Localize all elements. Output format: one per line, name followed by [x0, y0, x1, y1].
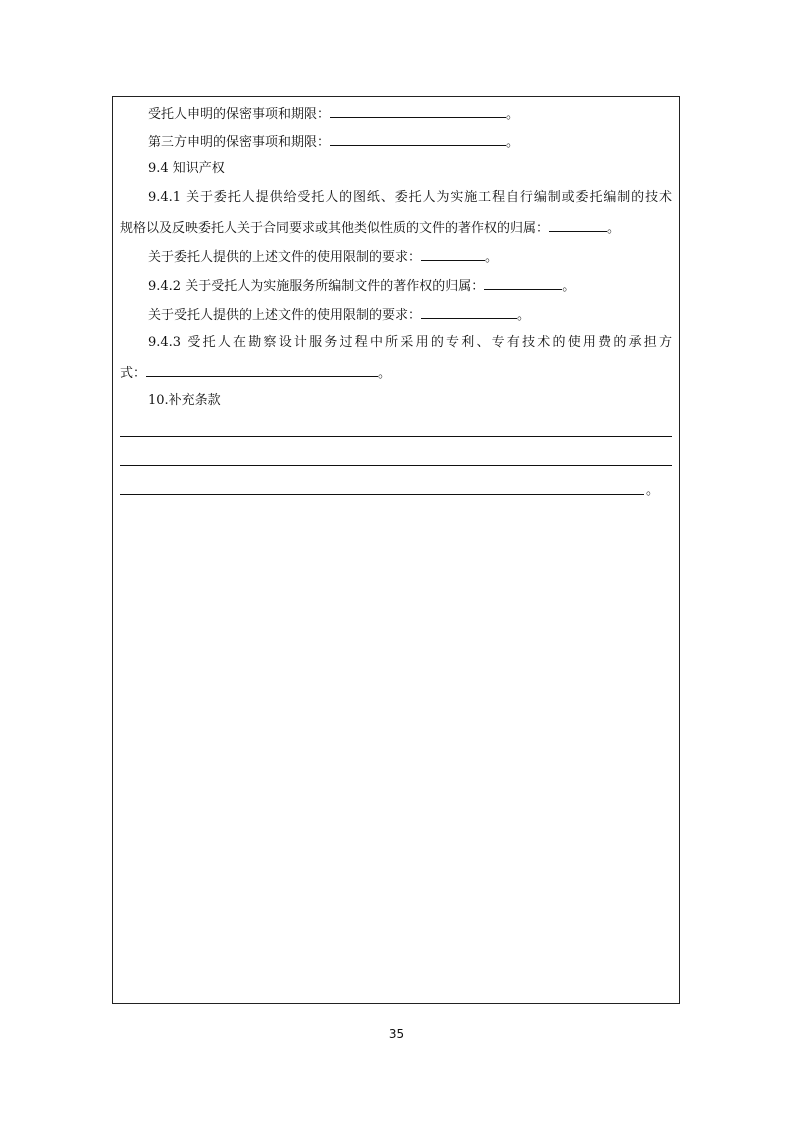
- clause-9-4-2-line: [148, 276, 575, 296]
- supplementary-blank-line-3[interactable]: [120, 494, 644, 495]
- section-heading-ip: [148, 160, 225, 178]
- period: 。: [517, 308, 531, 323]
- section-heading-supplementary: [148, 392, 221, 410]
- usage-restriction-client-label: 关于委托人提供的上述文件的使用限制的要求：: [148, 250, 422, 265]
- clause-9-4-1-line2: [120, 218, 620, 238]
- clause-9-4-1-label: 规格以及反映委托人关于合同要求或其他类似性质的文件的著作权的归属：: [120, 221, 550, 236]
- usage-restriction-client-blank[interactable]: [421, 247, 485, 261]
- period: 。: [506, 135, 520, 150]
- clause-9-4-3-text-line1: 9.4.3 受托人在勘察设计服务过程中所采用的专利、专有技术的使用费的承担方: [148, 335, 672, 350]
- period: 。: [607, 221, 621, 236]
- confidentiality-third-party-line: [148, 132, 519, 152]
- page-number: 35: [388, 1027, 405, 1041]
- usage-restriction-trustee-label: 关于受托人提供的上述文件的使用限制的要求：: [148, 308, 422, 323]
- clause-9-4-3-line2: [120, 363, 391, 383]
- section-heading-supplementary-text: 10.补充条款: [148, 393, 221, 408]
- confidentiality-trustee-line: [148, 104, 519, 124]
- usage-restriction-trustee-line: [148, 305, 530, 325]
- period: 。: [378, 366, 392, 381]
- confidentiality-third-party-label: 第三方申明的保密事项和期限：: [148, 135, 331, 150]
- confidentiality-trustee-blank[interactable]: [330, 104, 506, 118]
- clause-9-4-1-text-line1: 9.4.1 关于委托人提供给受托人的图纸、委托人为实施工程自行编制或委托编制的技术: [148, 190, 672, 205]
- period: 。: [506, 107, 520, 122]
- clause-9-4-3-blank[interactable]: [146, 363, 378, 377]
- section-heading-ip-text: 9.4 知识产权: [148, 161, 225, 176]
- confidentiality-third-party-blank[interactable]: [330, 132, 506, 146]
- clause-9-4-2-label: 9.4.2 关于受托人为实施服务所编制文件的著作权的归属：: [148, 279, 485, 294]
- supplementary-blank-line-2[interactable]: [120, 465, 672, 466]
- usage-restriction-trustee-blank[interactable]: [421, 305, 517, 319]
- usage-restriction-client-line: [148, 247, 498, 267]
- supplementary-period: 。: [646, 483, 660, 498]
- clause-9-4-1-blank[interactable]: [549, 218, 607, 232]
- period: 。: [562, 279, 576, 294]
- clause-9-4-3-label: 式：: [120, 366, 147, 381]
- period: 。: [485, 250, 499, 265]
- confidentiality-trustee-label: 受托人申明的保密事项和期限：: [148, 107, 331, 122]
- clause-9-4-2-blank[interactable]: [484, 276, 562, 290]
- supplementary-blank-line-1[interactable]: [120, 436, 672, 437]
